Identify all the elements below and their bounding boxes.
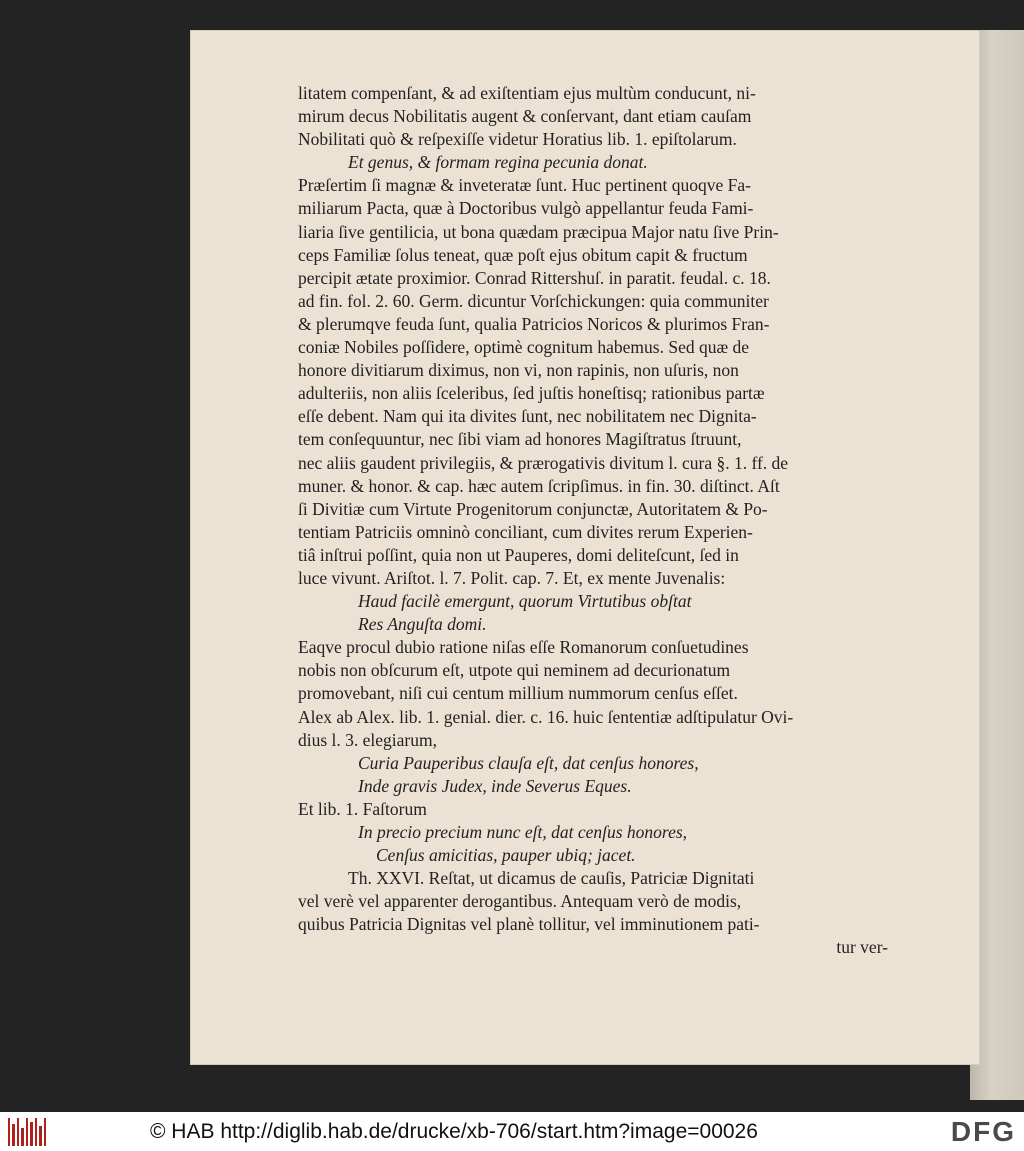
text-line: tem conſequuntur, nec ſibi viam ad honores Magiſtratus ſtruunt, — [298, 429, 742, 450]
verse-line: In precio precium nunc eſt, dat cenſus honores, — [358, 822, 688, 842]
text-line: Th. XXVI. Reſtat, ut dicamus de cauſis, Patriciæ Dignitati — [348, 868, 755, 889]
verse-line: Res Anguſta domi. — [358, 614, 487, 635]
text-line: liaria ſive gentilicia, ut bona quædam præcipua Major natu ſive Prin- — [298, 221, 779, 242]
text-line: ad fin. fol. 2. 60. Germ. dicuntur Vorſchickungen: quia communiter — [298, 290, 769, 311]
text-line: ceps Familiæ ſolus teneat, quæ poſt ejus obitum capit & fructum — [298, 244, 748, 265]
text-line: & plerumqve feuda ſunt, qualia Patricios Noricos & plurimos Fran- — [298, 313, 770, 334]
text-line: nobis non obſcurum eſt, utpote qui neminem ad decurionatum — [298, 660, 731, 681]
text-line: adulteriis, non aliis ſceleribus, ſed juſtis honeſtisq; rationibus partæ — [298, 383, 765, 404]
text-line: promovebant, niſi cui centum millium nummorum cenſus eſſet. — [298, 683, 738, 704]
text-line: nec aliis gaudent privilegiis, & prærogativis divitum l. cura §. 1. ff. de — [298, 452, 789, 473]
viewer-footer — [0, 1112, 1024, 1151]
text-line: vel verè vel apparenter derogantibus. Antequam verò de modis, — [298, 891, 742, 912]
footer-copyright-link[interactable]: © HAB http://diglib.hab.de/drucke/xb-706/start.htm?image=00026 — [150, 1120, 758, 1143]
text-line: tentiam Patriciis omninò conciliant, cum divites rerum Experien- — [298, 521, 753, 542]
text-line: coniæ Nobiles poſſidere, optimè cognitum habemus. Sed quæ de — [298, 337, 750, 358]
text-line: tiâ inſtrui poſſint, quia non ut Pauperes, domi deliteſcunt, ſed in — [298, 544, 739, 565]
text-line: quibus Patricia Dignitas vel planè tollitur, vel imminutionem pati- — [298, 914, 760, 935]
text-line: litatem compenſant, & ad exiſtentiam ejus multùm conducunt, ni- — [298, 83, 756, 103]
catchword: tur ver- — [836, 937, 888, 958]
text-line: Et lib. 1. Faſtorum — [298, 798, 427, 819]
text-line: miliarum Pacta, quæ à Doctoribus vulgò appellantur feuda Fami- — [298, 198, 754, 219]
text-line: muner. & honor. & cap. hæc autem ſcripſimus. in fin. 30. diſtinct. Aſt — [298, 475, 780, 496]
verse-line: Inde gravis Judex, inde Severus Eques. — [358, 775, 632, 796]
page-text — [298, 82, 888, 960]
verse-line: Cenſus amicitias, pauper ubiq; jacet. — [376, 845, 636, 866]
text-line: honore divitiarum diximus, non vi, non rapinis, non uſuris, non — [298, 360, 739, 381]
book-page — [190, 30, 980, 1065]
verse-line: Et genus, & formam regina pecunia donat. — [348, 152, 648, 173]
verse-line: Haud facilè emergunt, quorum Virtutibus obſtat — [358, 591, 692, 612]
text-line: Nobilitati quò & reſpexiſſe videtur Horatius lib. 1. epiſtolarum. — [298, 129, 737, 150]
dfg-logo: DFG — [950, 1116, 1016, 1147]
text-line: luce vivunt. Ariſtot. l. 7. Polit. cap. 7. Et, ex mente Juvenalis: — [298, 567, 726, 588]
verse-line: Curia Pauperibus clauſa eſt, dat cenſus honores, — [358, 752, 699, 773]
text-line: ſi Divitiæ cum Virtute Progenitorum conjunctæ, Autoritatem & Po- — [298, 498, 768, 519]
text-line: eſſe debent. Nam qui ita divites ſunt, nec nobilitatem nec Dignita- — [298, 406, 757, 427]
text-line: Eaqve procul dubio ratione niſas eſſe Romanorum conſuetudines — [298, 637, 749, 658]
text-line: Alex ab Alex. lib. 1. genial. dier. c. 16. huic ſententiæ adſtipulatur Ovi- — [298, 706, 794, 727]
text-line: dius l. 3. elegiarum, — [298, 729, 438, 750]
hab-logo-icon — [8, 1118, 46, 1146]
text-line: Præſertim ſi magnæ & inveteratæ ſunt. Huc pertinent quoqve Fa- — [298, 175, 751, 196]
text-line: percipit ætate proximior. Conrad Rittershuſ. in paratit. feudal. c. 18. — [298, 267, 771, 288]
text-line: mirum decus Nobilitatis augent & conſervant, dant etiam cauſam — [298, 106, 752, 127]
